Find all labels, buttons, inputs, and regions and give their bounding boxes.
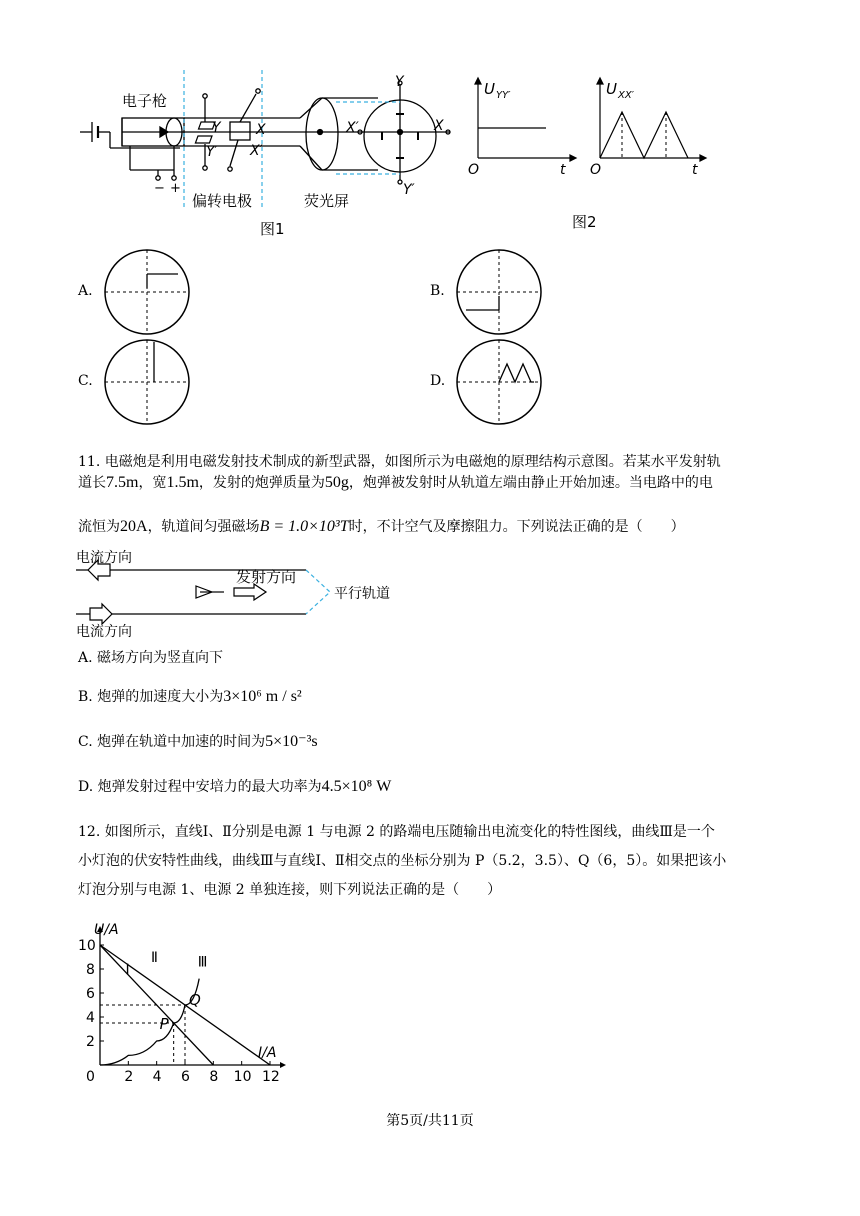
x-tick-label: 8 <box>209 1069 219 1085</box>
q11-option-b[interactable]: B. 炮弹的加速度大小为3×10⁶ m / s² <box>78 688 302 705</box>
page-footer: 第5页/共11页 <box>386 1113 474 1129</box>
screen-xp-label: X′ <box>346 120 359 136</box>
deflect-label: 偏转电极 <box>192 192 253 210</box>
g1-ysub: YY′ <box>496 90 511 101</box>
x-tick-label: 2 <box>124 1069 134 1085</box>
q11-option-d[interactable]: D. 炮弹发射过程中安培力的最大功率为4.5×10⁸ W <box>78 778 392 795</box>
y-tick-label: 4 <box>86 1010 95 1026</box>
x-axis-label: I/A <box>258 1045 277 1061</box>
minus-label: − <box>154 181 165 196</box>
g2-ylabel: U <box>606 80 617 98</box>
electron-gun-label: 电子枪 <box>122 92 168 110</box>
rail-label: 平行轨道 <box>334 586 390 602</box>
q11-line-2: 道长7.5m，宽1.5m，发射的炮弹质量为50g，炮弹被发射时从轨道左端由静止开始加速。当电路中的电 <box>78 474 713 491</box>
q12-line-3: 灯泡分别与电源 1、电源 2 单独连接，则下列说法正确的是（ ） <box>78 882 502 898</box>
q10-option-d-letter[interactable]: D. <box>430 373 446 389</box>
q10-option-a-letter[interactable]: A. <box>78 283 93 299</box>
x-tick-label: 10 <box>233 1069 252 1085</box>
x-tick-label: 12 <box>262 1069 280 1085</box>
yp-label: Y′ <box>206 144 218 160</box>
xp-label: X′ <box>250 143 263 159</box>
q10-option-d-figure <box>454 338 544 426</box>
series-label-2: Ⅱ <box>151 949 158 966</box>
screen-yp-label: Y′ <box>403 182 415 198</box>
x-label: X <box>256 122 266 138</box>
plus-label: + <box>170 181 181 196</box>
q10-option-b-figure <box>454 248 544 336</box>
screen-label: 荧光屏 <box>304 192 350 210</box>
y-tick-label: 6 <box>86 986 95 1002</box>
y-axis-label: U/A <box>94 922 119 938</box>
q10-option-c-letter[interactable]: C. <box>78 373 93 389</box>
g2-t: t <box>692 162 698 178</box>
g1-origin: O <box>468 162 480 178</box>
series-label-1: Ⅰ <box>125 961 130 978</box>
figure-2-voltage-graphs <box>460 70 720 235</box>
x-tick-label: 0 <box>86 1069 95 1085</box>
x-tick-label: 6 <box>181 1069 190 1085</box>
x-tick-label: 4 <box>152 1069 162 1085</box>
bottom-current-label: 电流方向 <box>76 624 132 640</box>
g2-ysub: XX′ <box>618 90 634 101</box>
y-tick-label: 10 <box>78 938 96 954</box>
q11-option-a[interactable]: A. 磁场方向为竖直向下 <box>78 650 224 666</box>
point-label: P <box>159 1015 169 1033</box>
series-label-3: Ⅲ <box>197 954 208 971</box>
y-tick-label: 2 <box>86 1034 95 1050</box>
q10-option-a-figure <box>102 248 192 336</box>
q11-option-c[interactable]: C. 炮弹在轨道中加速的时间为5×10⁻³s <box>78 733 318 750</box>
launch-label: 发射方向 <box>236 568 297 586</box>
point-label: Q <box>189 991 201 1009</box>
g1-ylabel: U <box>484 80 495 98</box>
figure-2-caption: 图2 <box>572 213 597 231</box>
y-tick-label: 8 <box>86 962 95 978</box>
g2-origin: O <box>590 162 602 178</box>
g1-t: t <box>560 162 566 178</box>
figure-1-oscilloscope <box>70 70 460 245</box>
top-current-label: 电流方向 <box>76 550 132 566</box>
q11-line-1: 11. 电磁炮是利用电磁发射技术制成的新型武器，如图所示为电磁炮的原理结构示意图。若某水平发射轨 <box>78 454 721 470</box>
screen-x-label: X <box>434 118 444 134</box>
figure-1-caption: 图1 <box>260 220 285 238</box>
screen-y-label: Y <box>395 74 404 90</box>
x-axis-arrow <box>280 1062 286 1068</box>
q10-option-c-figure <box>102 338 192 426</box>
y-label: Y <box>212 120 221 136</box>
q11-line-3: 流恒为20A，轨道间匀强磁场B = 1.0×10³T时，不计空气及摩擦阻力。下列说法正确的是（ ） <box>78 518 685 535</box>
q12-iv-chart <box>70 910 300 1090</box>
series-line-3 <box>100 979 199 1065</box>
q11-railgun-figure <box>76 546 416 642</box>
q12-line-2: 小灯泡的伏安特性曲线，曲线Ⅲ与直线Ⅰ、Ⅱ相交点的坐标分别为 P（5.2，3.5）、Q（6，5）。如果把该小 <box>78 853 727 869</box>
q12-line-1: 12. 如图所示，直线Ⅰ、Ⅱ分别是电源 1 与电源 2 的路端电压随输出电流变化的特性图线，曲线Ⅲ是一个 <box>78 824 715 840</box>
q10-option-b-letter[interactable]: B. <box>430 283 445 299</box>
